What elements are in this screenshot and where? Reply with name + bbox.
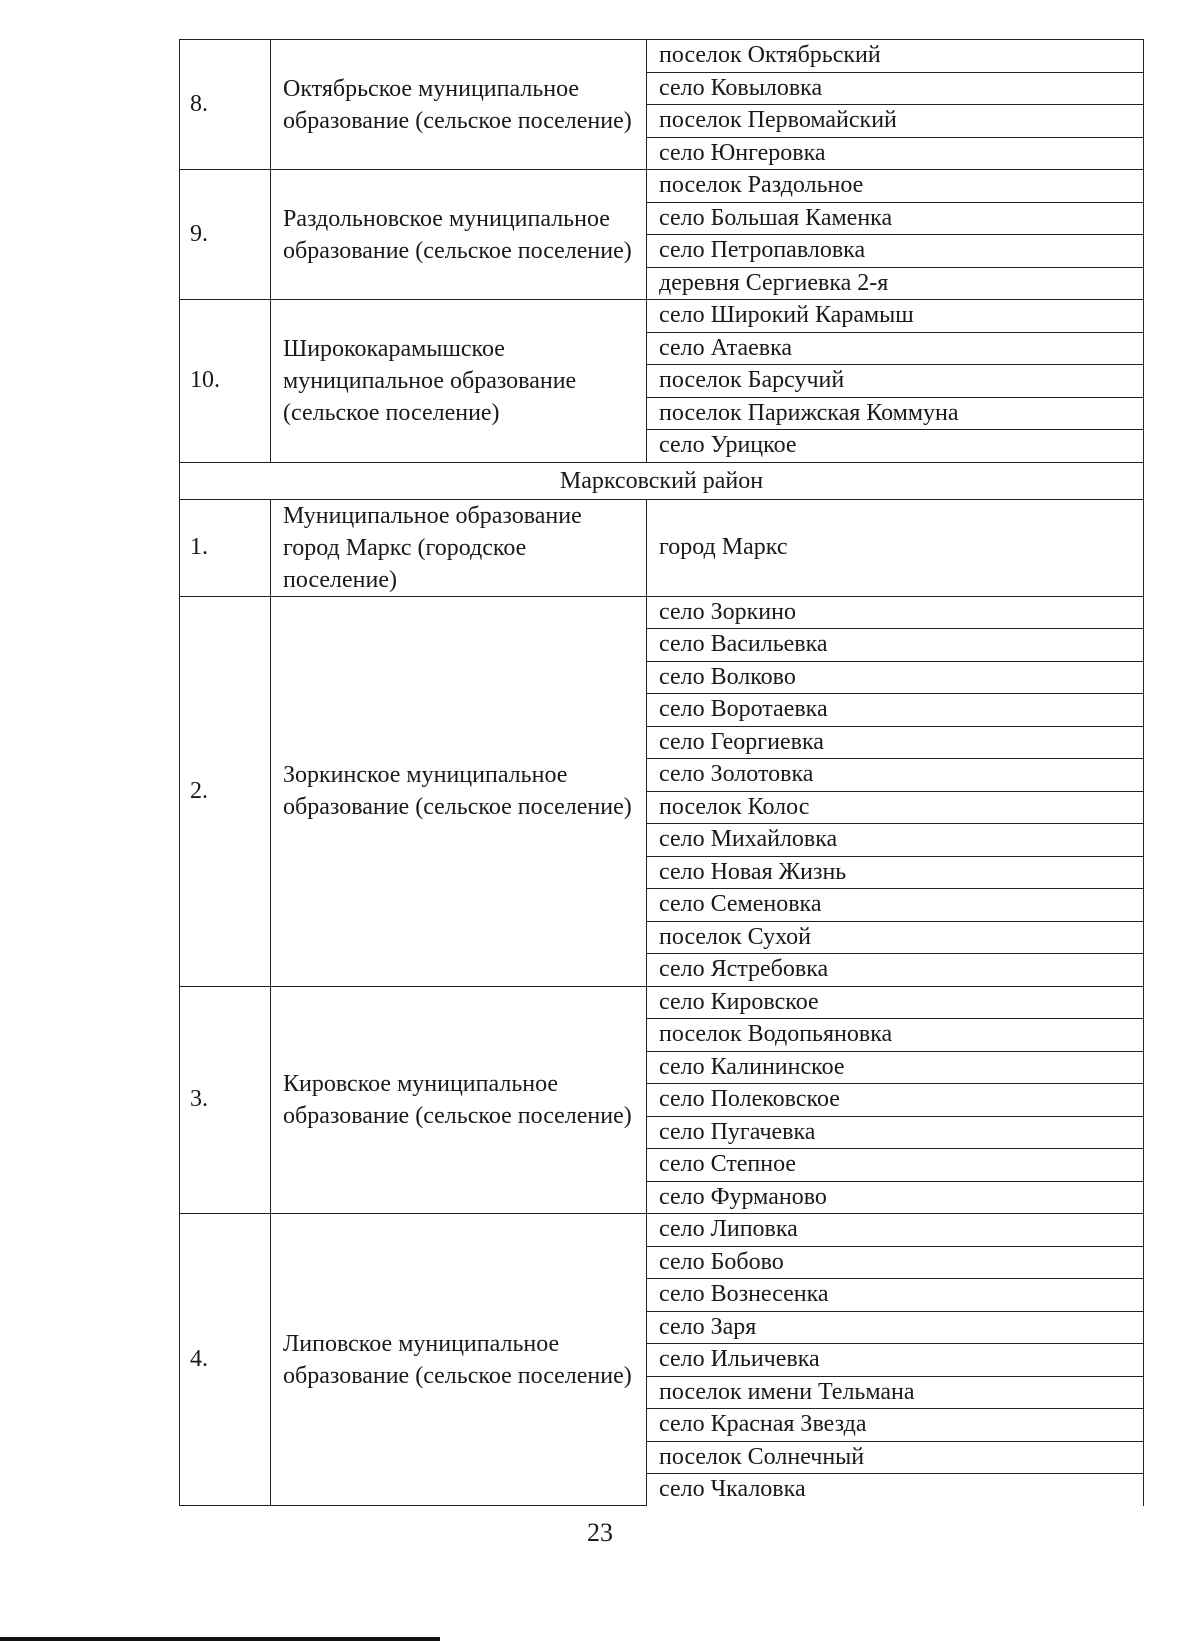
municipality-name: Липовское муниципальное образование (сельское поселение) xyxy=(271,1214,647,1506)
locality-cell: село Юнгеровка xyxy=(647,137,1144,170)
entry-number: 10. xyxy=(180,300,271,463)
locality-cell: село Кировское xyxy=(647,986,1144,1019)
locality-cell: село Полековское xyxy=(647,1084,1144,1117)
locality-cell: поселок имени Тельмана xyxy=(647,1376,1144,1409)
locality-cell: город Маркс xyxy=(647,499,1144,596)
locality-cell: село Ковыловка xyxy=(647,72,1144,105)
settlements-table xyxy=(179,39,1144,1506)
locality-cell: село Васильевка xyxy=(647,629,1144,662)
locality-cell: поселок Парижская Коммуна xyxy=(647,397,1144,430)
locality-cell: село Новая Жизнь xyxy=(647,856,1144,889)
locality-cell: село Заря xyxy=(647,1311,1144,1344)
table-row xyxy=(180,170,1144,203)
locality-cell: село Золотовка xyxy=(647,759,1144,792)
locality-cell: село Широкий Карамыш xyxy=(647,300,1144,333)
district-heading: Марксовский район xyxy=(180,462,1144,499)
locality-cell: деревня Сергиевка 2-я xyxy=(647,267,1144,300)
locality-cell: поселок Водопьяновка xyxy=(647,1019,1144,1052)
locality-cell: поселок Барсучий xyxy=(647,365,1144,398)
locality-cell: село Вознесенка xyxy=(647,1279,1144,1312)
locality-cell: село Фурманово xyxy=(647,1181,1144,1214)
municipality-name: Октябрьское муниципальное образование (сельское поселение) xyxy=(271,40,647,170)
locality-cell: село Зоркино xyxy=(647,596,1144,629)
table-row xyxy=(180,986,1144,1019)
locality-cell: село Большая Каменка xyxy=(647,202,1144,235)
locality-cell: село Петропавловка xyxy=(647,235,1144,268)
settlements-table-body xyxy=(180,40,1144,1506)
entry-number: 3. xyxy=(180,986,271,1214)
footnote-rule xyxy=(0,1637,440,1641)
locality-cell: поселок Колос xyxy=(647,791,1144,824)
entry-number: 4. xyxy=(180,1214,271,1506)
locality-cell: село Семеновка xyxy=(647,889,1144,922)
entry-number: 9. xyxy=(180,170,271,300)
locality-cell: село Воротаевка xyxy=(647,694,1144,727)
locality-cell: село Бобово xyxy=(647,1246,1144,1279)
locality-cell: село Пугачевка xyxy=(647,1116,1144,1149)
entry-number: 2. xyxy=(180,596,271,986)
locality-cell: поселок Солнечный xyxy=(647,1441,1144,1474)
table-row xyxy=(180,1214,1144,1247)
locality-cell: село Калининское xyxy=(647,1051,1144,1084)
table-row xyxy=(180,40,1144,73)
table-row xyxy=(180,596,1144,629)
municipality-name: Ширококарамышское муниципальное образование (сельское поселение) xyxy=(271,300,647,463)
municipality-name: Муниципальное образование город Маркс (городское поселение) xyxy=(271,499,647,596)
locality-cell: село Атаевка xyxy=(647,332,1144,365)
municipality-name: Зоркинское муниципальное образование (сельское поселение) xyxy=(271,596,647,986)
municipality-name: Раздольновское муниципальное образование (сельское поселение) xyxy=(271,170,647,300)
entry-number: 1. xyxy=(180,499,271,596)
locality-cell: село Красная Звезда xyxy=(647,1409,1144,1442)
locality-cell: поселок Раздольное xyxy=(647,170,1144,203)
locality-cell: село Михайловка xyxy=(647,824,1144,857)
locality-cell: село Чкаловка xyxy=(647,1474,1144,1506)
page-number: 23 xyxy=(587,1518,613,1547)
table-row xyxy=(180,300,1144,333)
locality-cell: поселок Сухой xyxy=(647,921,1144,954)
locality-cell: село Ястребовка xyxy=(647,954,1144,987)
municipality-name: Кировское муниципальное образование (сельское поселение) xyxy=(271,986,647,1214)
locality-cell: село Липовка xyxy=(647,1214,1144,1247)
locality-cell: поселок Октябрьский xyxy=(647,40,1144,73)
locality-cell: село Волково xyxy=(647,661,1144,694)
district-row xyxy=(180,462,1144,499)
locality-cell: село Ильичевка xyxy=(647,1344,1144,1377)
locality-cell: поселок Первомайский xyxy=(647,105,1144,138)
entry-number: 8. xyxy=(180,40,271,170)
locality-cell: село Урицкое xyxy=(647,430,1144,463)
locality-cell: село Степное xyxy=(647,1149,1144,1182)
locality-cell: село Георгиевка xyxy=(647,726,1144,759)
table-row xyxy=(180,499,1144,596)
